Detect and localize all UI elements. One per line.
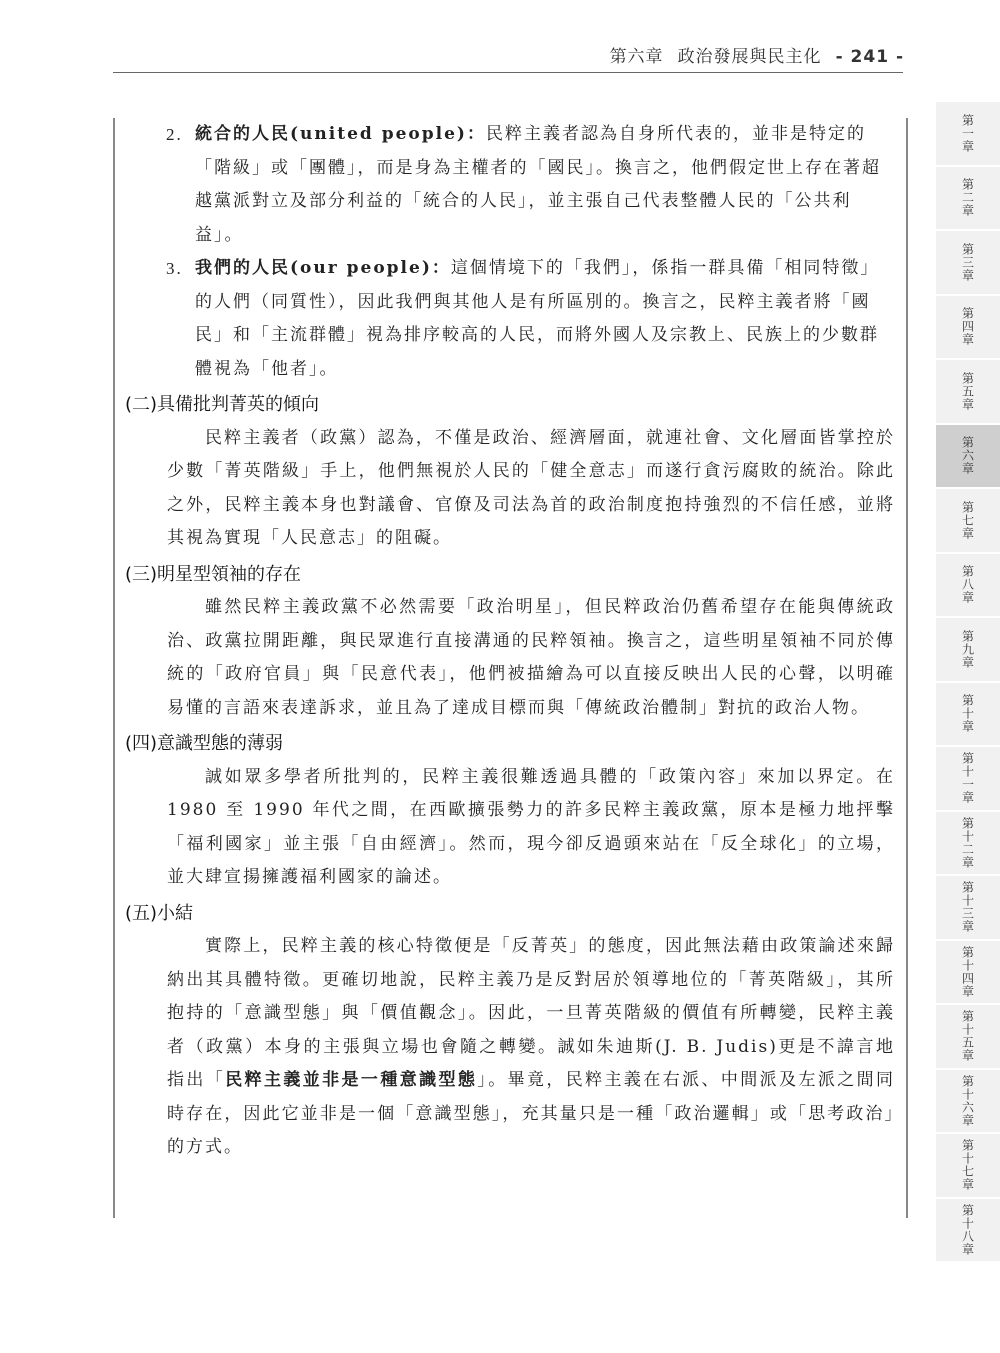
paragraph-text: 」。畢竟，民粹主義在右派、中間派及左派之間同時存在，因此它並非是一個「意識型態」，充其量只是一種「政治邏輯」或「思考政治」的方式。 xyxy=(167,1070,896,1157)
section-heading: (三)明星型領袖的存在 xyxy=(125,563,302,585)
list-item xyxy=(125,252,895,386)
chapter-tab-label: 第十三章 xyxy=(960,881,975,934)
header-title: 政治發展與民主化 xyxy=(677,47,822,67)
chapter-tab[interactable] xyxy=(936,1003,1000,1068)
chapter-tab-label: 第七章 xyxy=(960,500,975,540)
list-number: 3. xyxy=(166,259,183,278)
paragraph-text: 實際上，民粹主義的核心特徵便是「反菁英」的態度，因此無法藉由政策論述來歸納出其具體特徵。更確切地說，民粹主義乃是反對居於領導地位的「菁英階級」，其所抱持的「意識型態」與「價值觀念」。因此，一旦菁英階級的價值有所轉變，民粹主義者（政黨）本身的主張與立場也會隨之轉變。誠如朱迪斯(J. B. Judis)更是不諱言地指出「 xyxy=(167,936,895,1090)
chapter-tab[interactable] xyxy=(936,745,1000,810)
chapter-tab[interactable] xyxy=(936,939,1000,1004)
header-rule xyxy=(113,72,903,73)
list-number: 2. xyxy=(166,125,183,144)
chapter-tab[interactable] xyxy=(936,681,1000,746)
chapter-tab-label: 第十五章 xyxy=(960,1010,975,1063)
list-item xyxy=(125,118,895,252)
item-term: 我們的人民(our people)： xyxy=(195,258,451,278)
header-chapter: 第六章 xyxy=(609,47,664,67)
chapter-tab[interactable] xyxy=(936,810,1000,875)
chapter-tab-label: 第二章 xyxy=(960,178,975,218)
section-paragraph xyxy=(125,930,895,1165)
chapter-tab[interactable] xyxy=(936,616,1000,681)
chapter-tab[interactable] xyxy=(936,100,1000,165)
chapter-tab-label: 第八章 xyxy=(960,565,975,605)
page-number: - 241 - xyxy=(835,47,904,67)
section-heading: (二)具備批判菁英的傾向 xyxy=(125,394,320,415)
chapter-tab[interactable] xyxy=(936,1132,1000,1197)
chapter-tabs xyxy=(936,100,1000,1261)
chapter-tab[interactable] xyxy=(936,358,1000,423)
item-term: 統合的人民(united people)： xyxy=(195,124,486,144)
chapter-tab-label: 第十一章 xyxy=(960,752,975,805)
chapter-tab-label: 第十八章 xyxy=(960,1203,975,1256)
chapter-tab[interactable] xyxy=(936,1197,1000,1262)
running-header xyxy=(610,42,904,67)
chapter-tab-label: 第十二章 xyxy=(960,816,975,869)
item-text: 這個情境下的「我們」，係指一群具備「相同特徵」的人們（同質性），因此我們與其他人是有所區別的。換言之，民粹主義者將「國民」和「主流群體」視為排序較高的人民，而將外國人及宗教上、民族上的少數群體視為「他者」。 xyxy=(195,258,880,379)
chapter-tab[interactable] xyxy=(936,294,1000,359)
right-margin-rule xyxy=(906,118,908,1218)
chapter-tab[interactable] xyxy=(936,874,1000,939)
chapter-tab-label: 第三章 xyxy=(960,242,975,282)
emphasized-quote: 民粹主義並非是一種意識型態 xyxy=(225,1070,478,1090)
chapter-tab-label: 第四章 xyxy=(960,307,975,347)
chapter-tab-label: 第十七章 xyxy=(960,1139,975,1192)
item-text: 民粹主義者認為自身所代表的，並非是特定的「階級」或「團體」，而是身為主權者的「國民」。換言之，他們假定世上存在著超越黨派對立及部分利益的「統合的人民」，並主張自己代表整體人民的「公共利益」。 xyxy=(195,124,881,245)
page-body xyxy=(125,118,895,1165)
chapter-tab-label: 第一章 xyxy=(960,113,975,153)
chapter-tab-label: 第十六章 xyxy=(960,1074,975,1127)
left-margin-rule xyxy=(113,118,115,1218)
chapter-tab[interactable] xyxy=(936,1068,1000,1133)
section-paragraph: 誠如眾多學者所批判的，民粹主義很難透過具體的「政策內容」來加以界定。在 1980 至 1990 年代之間，在西歐擴張勢力的許多民粹主義政黨，原本是極力地抨擊「福利國家」並主張「自由經濟」。然而，現今卻反過頭來站在「反全球化」的立場，並大肆宣揚擁護福利國家的論述。 xyxy=(167,766,895,887)
chapter-tab[interactable] xyxy=(936,165,1000,230)
chapter-tab-label: 第十四章 xyxy=(960,945,975,998)
chapter-tab-label: 第九章 xyxy=(960,629,975,669)
section-paragraph: 民粹主義者（政黨）認為，不僅是政治、經濟層面，就連社會、文化層面皆掌控於少數「菁英階級」手上，他們無視於人民的「健全意志」而遂行貪污腐敗的統治。除此之外，民粹主義本身也對議會、官僚及司法為首的政治制度抱持強烈的不信任感，並將其視為實現「人民意志」的阻礙。 xyxy=(167,427,895,548)
chapter-tab[interactable] xyxy=(936,229,1000,294)
chapter-tab-label: 第五章 xyxy=(960,371,975,411)
chapter-tab[interactable] xyxy=(936,552,1000,617)
chapter-tab-label: 第十章 xyxy=(960,694,975,734)
section-heading: (五)小結 xyxy=(125,902,194,924)
chapter-tab-label: 第六章 xyxy=(960,436,975,476)
chapter-tab[interactable] xyxy=(936,423,1000,488)
section-heading: (四)意識型態的薄弱 xyxy=(125,733,284,754)
section-paragraph: 雖然民粹主義政黨不必然需要「政治明星」，但民粹政治仍舊希望存在能與傳統政治、政黨拉開距離，與民眾進行直接溝通的民粹領袖。換言之，這些明星領袖不同於傳統的「政府官員」與「民意代表」，他們被描繪為可以直接反映出人民的心聲，以明確易懂的言語來表達訴求，並且為了達成目標而與「傳統政治體制」對抗的政治人物。 xyxy=(167,597,895,718)
chapter-tab[interactable] xyxy=(936,487,1000,552)
